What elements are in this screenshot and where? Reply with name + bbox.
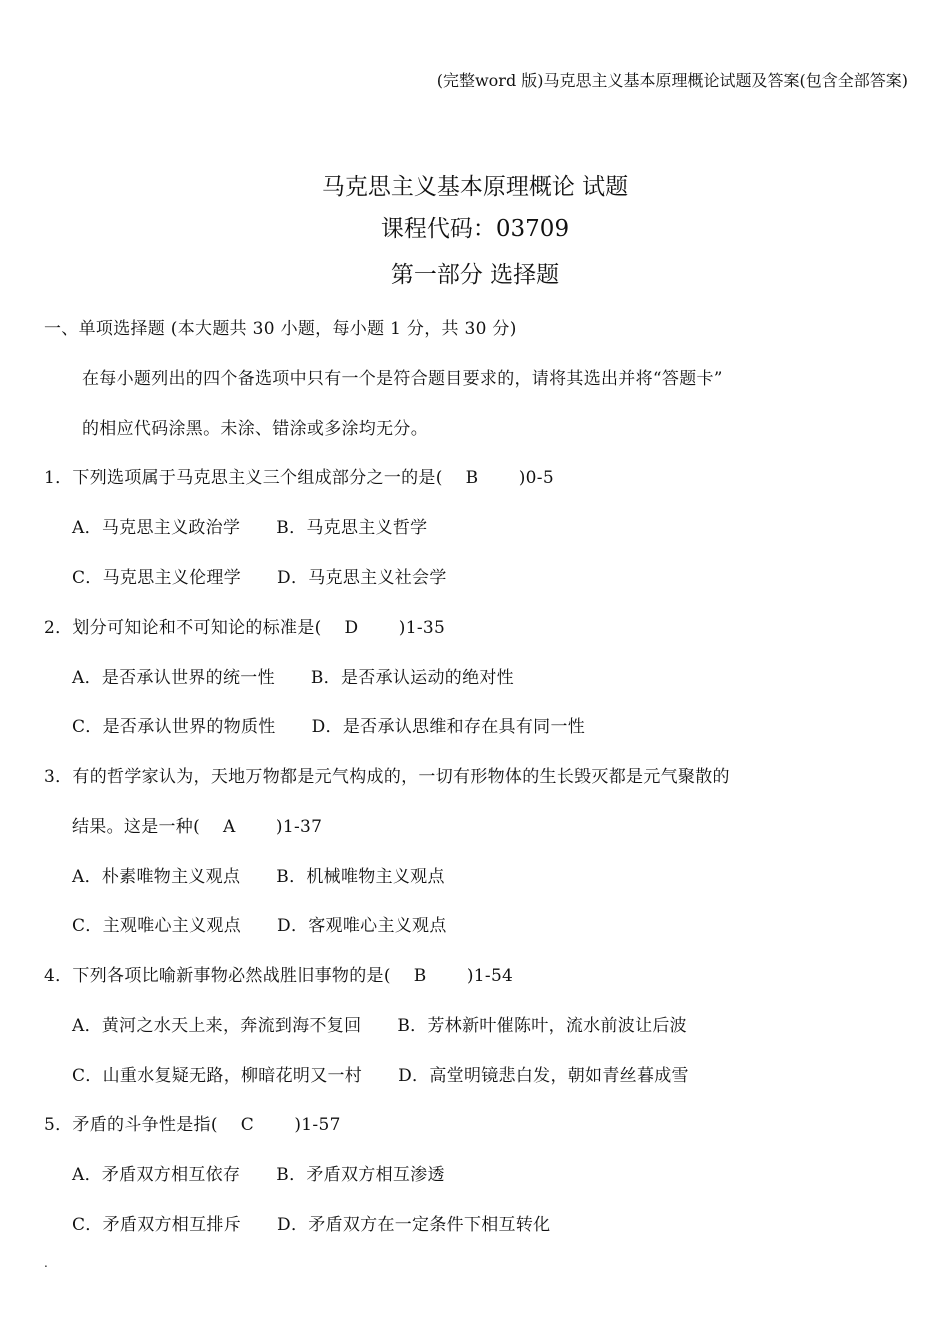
question-stem: 3．有的哲学家认为，天地万物都是元气构成的，一切有形物体的生长毁灭都是元气聚散的: [44, 767, 730, 787]
instruction-line-2: 的相应代码涂黑。未涂、错涂或多涂均无分。: [82, 419, 428, 439]
option-row: [72, 1160, 445, 1185]
option-b: B．芳林新叶催陈叶，流水前波让后波: [397, 1016, 687, 1036]
option-a: A．马克思主义政治学: [72, 518, 241, 538]
option-b: B．矛盾双方相互渗透: [276, 1165, 445, 1185]
option-c: C．主观唯心主义观点: [72, 916, 242, 936]
footer-mark: .: [44, 1256, 48, 1270]
option-d: D．矛盾双方在一定条件下相互转化: [277, 1215, 551, 1235]
question-stem: 5．矛盾的斗争性是指( C )1-57: [44, 1115, 341, 1135]
course-code: 课程代码：03709: [380, 216, 570, 242]
option-c: C．矛盾双方相互排斥: [72, 1215, 242, 1235]
exam-title: 马克思主义基本原理概论 试题: [321, 174, 629, 200]
option-c: C．马克思主义伦理学: [72, 568, 242, 588]
option-row: [72, 712, 585, 737]
option-b: B．机械唯物主义观点: [276, 867, 445, 887]
option-a: A．是否承认世界的统一性: [72, 668, 275, 688]
option-d: D．是否承认思维和存在具有同一性: [311, 717, 586, 737]
question-stem: 2．划分可知论和不可知论的标准是( D )1-35: [44, 618, 446, 638]
question-stem: 1．下列选项属于马克思主义三个组成部分之一的是( B )0-5: [44, 468, 554, 488]
option-row: [72, 1011, 687, 1036]
option-a: A．黄河之水天上来，奔流到海不复回: [72, 1016, 362, 1036]
option-b: B．是否承认运动的绝对性: [310, 668, 514, 688]
header-note: (完整word 版)马克思主义基本原理概论试题及答案(包含全部答案): [436, 71, 908, 90]
option-a: A．矛盾双方相互依存: [72, 1165, 241, 1185]
option-row: [72, 563, 447, 588]
question-stem: 4．下列各项比喻新事物必然战胜旧事物的是( B )1-54: [44, 966, 514, 986]
option-row: [72, 911, 447, 936]
option-c: C．是否承认世界的物质性: [72, 717, 276, 737]
question-stem-continued: 结果。这是一种( A )1-37: [72, 817, 323, 837]
option-d: D．马克思主义社会学: [277, 568, 447, 588]
option-d: D．客观唯心主义观点: [277, 916, 447, 936]
section-heading: 一、单项选择题 (本大题共 30 小题，每小题 1 分，共 30 分): [44, 319, 517, 339]
part-title: 第一部分 选择题: [390, 262, 560, 288]
option-d: D．高堂明镜悲白发，朝如青丝暮成雪: [398, 1066, 689, 1086]
option-row: [72, 1061, 689, 1086]
instruction-line-1: 在每小题列出的四个备选项中只有一个是符合题目要求的，请将其选出并将“答题卡”: [82, 369, 723, 389]
option-row: [72, 513, 427, 538]
option-row: [72, 1210, 550, 1235]
option-c: C．山重水复疑无路，柳暗花明又一村: [72, 1066, 363, 1086]
option-b: B．马克思主义哲学: [276, 518, 428, 538]
option-row: [72, 663, 514, 688]
option-a: A．朴素唯物主义观点: [72, 867, 241, 887]
option-row: [72, 862, 445, 887]
